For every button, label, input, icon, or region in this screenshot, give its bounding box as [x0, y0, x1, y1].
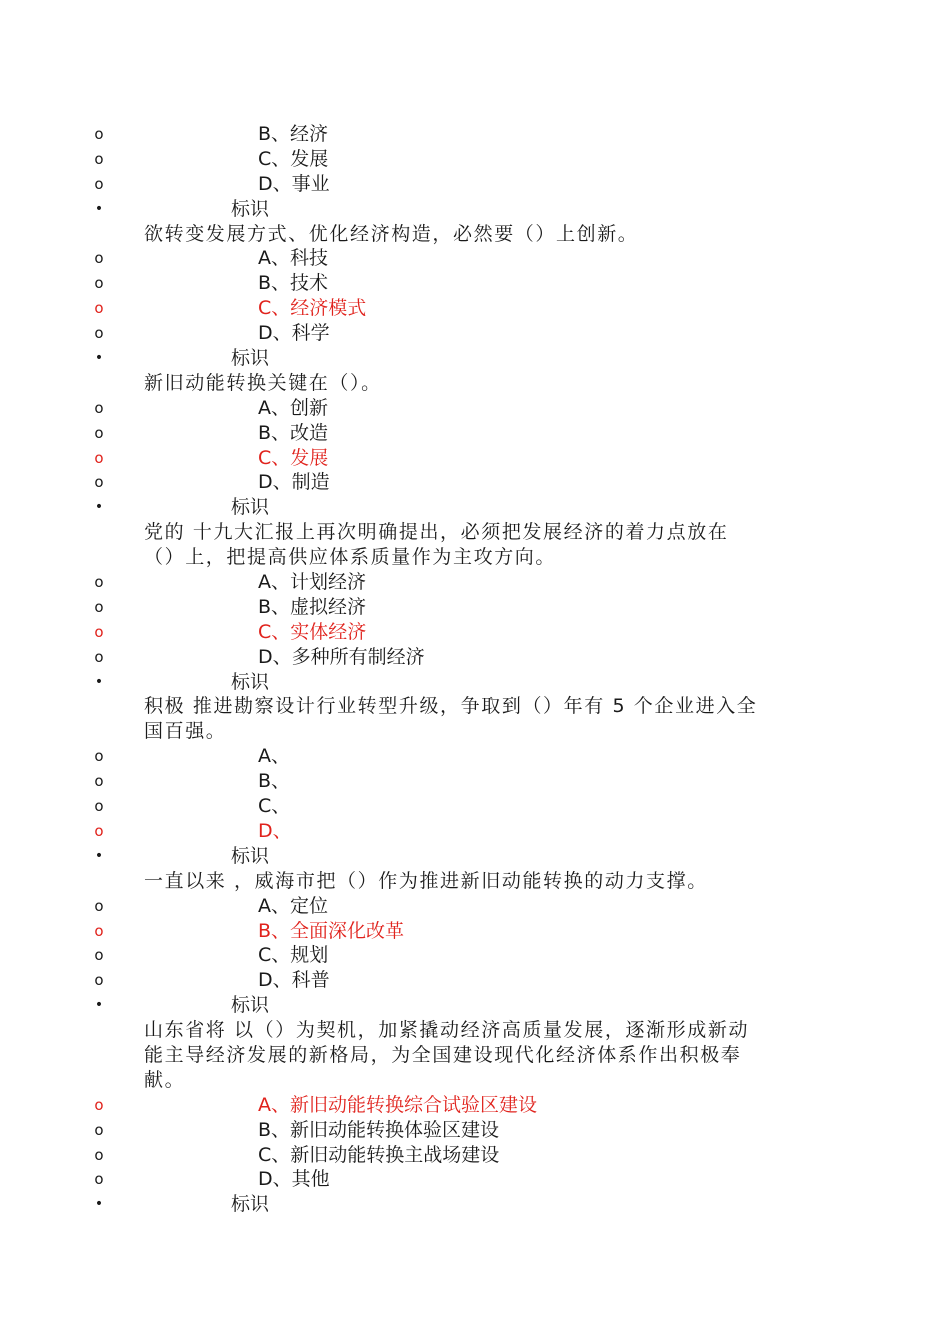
- flag-item: [0, 346, 950, 371]
- flag-item: [0, 495, 950, 520]
- question-text: 一直以来 ，威海市把（）作为推进新旧动能转换的动力支撑。: [144, 869, 708, 892]
- answer-option-text: B、: [258, 770, 291, 793]
- question-text: 党的 十九大汇报上再次明确提出，必须把发展经济的着力点放在: [144, 521, 729, 544]
- answer-option-text-correct: C、经济模式: [258, 297, 367, 320]
- option-marker: o: [94, 1095, 104, 1114]
- option-marker: o: [94, 573, 104, 592]
- option-marker: o: [94, 274, 104, 293]
- option-marker: o: [94, 299, 104, 318]
- answer-option-text-correct: B、全面深化改革: [258, 919, 405, 942]
- question-line: [0, 719, 950, 744]
- question-line: [0, 545, 950, 570]
- answer-option-text: A、: [258, 745, 290, 768]
- answer-option-text: D、其他: [258, 1168, 330, 1191]
- question-text: 新旧动能转换关键在（）。: [144, 371, 382, 394]
- quiz-document: [0, 122, 950, 1217]
- answer-option: [0, 894, 950, 919]
- answer-option-text: C、规划: [258, 944, 329, 967]
- answer-option: [0, 296, 950, 321]
- flag-item: [0, 1192, 950, 1217]
- answer-option: [0, 271, 950, 296]
- answer-option: [0, 570, 950, 595]
- answer-option-text: B、技术: [258, 272, 329, 295]
- answer-option-text: A、计划经济: [258, 571, 366, 594]
- option-marker: o: [94, 1170, 104, 1189]
- option-marker: o: [94, 249, 104, 268]
- question-text: 国百强。: [144, 720, 227, 743]
- option-marker: o: [94, 473, 104, 492]
- flag-label: 标识: [231, 844, 270, 867]
- bullet-marker: •: [94, 499, 104, 516]
- option-marker: o: [94, 174, 104, 193]
- bullet-marker: •: [94, 350, 104, 367]
- answer-option: [0, 595, 950, 620]
- answer-option-text: D、科普: [258, 969, 330, 992]
- option-marker: o: [94, 921, 104, 940]
- flag-label: 标识: [231, 1193, 270, 1216]
- option-marker: o: [94, 797, 104, 816]
- question-text: 能主导经济发展的新格局，为全国建设现代化经济体系作出积极奉: [144, 1043, 742, 1066]
- answer-option: [0, 645, 950, 670]
- answer-option-text: A、科技: [258, 247, 328, 270]
- answer-option: [0, 321, 950, 346]
- answer-option: [0, 470, 950, 495]
- answer-option-text: D、多种所有制经济: [258, 645, 425, 668]
- option-marker: o: [94, 597, 104, 616]
- answer-option-text-correct: A、新旧动能转换综合试验区建设: [258, 1093, 537, 1116]
- answer-option-text: B、改造: [258, 421, 329, 444]
- flag-label: 标识: [231, 347, 270, 370]
- answer-option: [0, 147, 950, 172]
- option-marker: o: [94, 971, 104, 990]
- answer-option: [0, 172, 950, 197]
- answer-option-text: D、制造: [258, 471, 330, 494]
- answer-option: [0, 421, 950, 446]
- question-line: [0, 1018, 950, 1043]
- bullet-marker: •: [94, 673, 104, 690]
- question-text: 献。: [144, 1068, 186, 1091]
- question-text: （）上，把提高供应体系质量作为主攻方向。: [144, 546, 557, 569]
- bullet-marker: •: [94, 1196, 104, 1213]
- flag-label: 标识: [231, 670, 270, 693]
- answer-option: [0, 769, 950, 794]
- answer-option-text-correct: D、: [258, 819, 292, 842]
- option-marker: o: [94, 1145, 104, 1164]
- bullet-marker: •: [94, 200, 104, 217]
- option-marker: o: [94, 896, 104, 915]
- option-marker: o: [94, 821, 104, 840]
- answer-option: [0, 620, 950, 645]
- answer-option-text-correct: C、实体经济: [258, 620, 367, 643]
- option-marker: o: [94, 772, 104, 791]
- flag-item: [0, 670, 950, 695]
- option-marker: o: [94, 448, 104, 467]
- answer-option: [0, 446, 950, 471]
- answer-option-text: B、新旧动能转换体验区建设: [258, 1118, 500, 1141]
- answer-option: [0, 968, 950, 993]
- option-marker: o: [94, 125, 104, 143]
- question-line: [0, 520, 950, 545]
- option-marker: o: [94, 398, 104, 417]
- answer-option: [0, 919, 950, 944]
- question-line: [0, 694, 950, 719]
- flag-item: [0, 844, 950, 869]
- answer-option: [0, 1093, 950, 1118]
- option-marker: o: [94, 1120, 104, 1139]
- option-marker: o: [94, 946, 104, 965]
- question-line: [0, 222, 950, 247]
- answer-option: [0, 122, 950, 147]
- answer-option-text-correct: C、发展: [258, 446, 329, 469]
- flag-item: [0, 993, 950, 1018]
- answer-option: [0, 396, 950, 421]
- answer-option-text: A、创新: [258, 396, 328, 419]
- bullet-marker: •: [94, 997, 104, 1014]
- answer-option-text: D、事业: [258, 172, 330, 195]
- question-line: [0, 1068, 950, 1093]
- option-marker: o: [94, 324, 104, 343]
- question-text: 山东省将 以（）为契机，加紧撬动经济高质量发展，逐渐形成新动: [144, 1019, 750, 1042]
- answer-option-text: A、定位: [258, 894, 328, 917]
- flag-label: 标识: [231, 197, 270, 220]
- answer-option: [0, 1118, 950, 1143]
- option-marker: o: [94, 622, 104, 641]
- option-marker: o: [94, 149, 104, 168]
- option-marker: o: [94, 423, 104, 442]
- question-text: 欲转变发展方式、优化经济构造，必然要（）上创新。: [144, 222, 639, 245]
- answer-option-text: C、发展: [258, 147, 329, 170]
- answer-option: [0, 1143, 950, 1168]
- answer-option-text: C、: [258, 795, 291, 818]
- question-line: [0, 869, 950, 894]
- answer-option: [0, 794, 950, 819]
- answer-option-text: D、科学: [258, 322, 330, 345]
- flag-item: [0, 197, 950, 222]
- answer-option: [0, 943, 950, 968]
- answer-option: [0, 246, 950, 271]
- answer-option-text: B、虚拟经济: [258, 595, 367, 618]
- answer-option: [0, 744, 950, 769]
- question-line: [0, 1043, 950, 1068]
- bullet-marker: •: [94, 847, 104, 864]
- option-marker: o: [94, 647, 104, 666]
- flag-label: 标识: [231, 496, 270, 519]
- answer-option: [0, 1167, 950, 1192]
- question-text: 积极 推进勘察设计行业转型升级，争取到（）年有 5 个企业进入全: [144, 695, 758, 718]
- answer-option: [0, 819, 950, 844]
- flag-label: 标识: [231, 994, 270, 1017]
- answer-option-text: C、新旧动能转换主战场建设: [258, 1143, 500, 1166]
- answer-option-text: B、经济: [258, 123, 329, 145]
- option-marker: o: [94, 747, 104, 766]
- question-line: [0, 371, 950, 396]
